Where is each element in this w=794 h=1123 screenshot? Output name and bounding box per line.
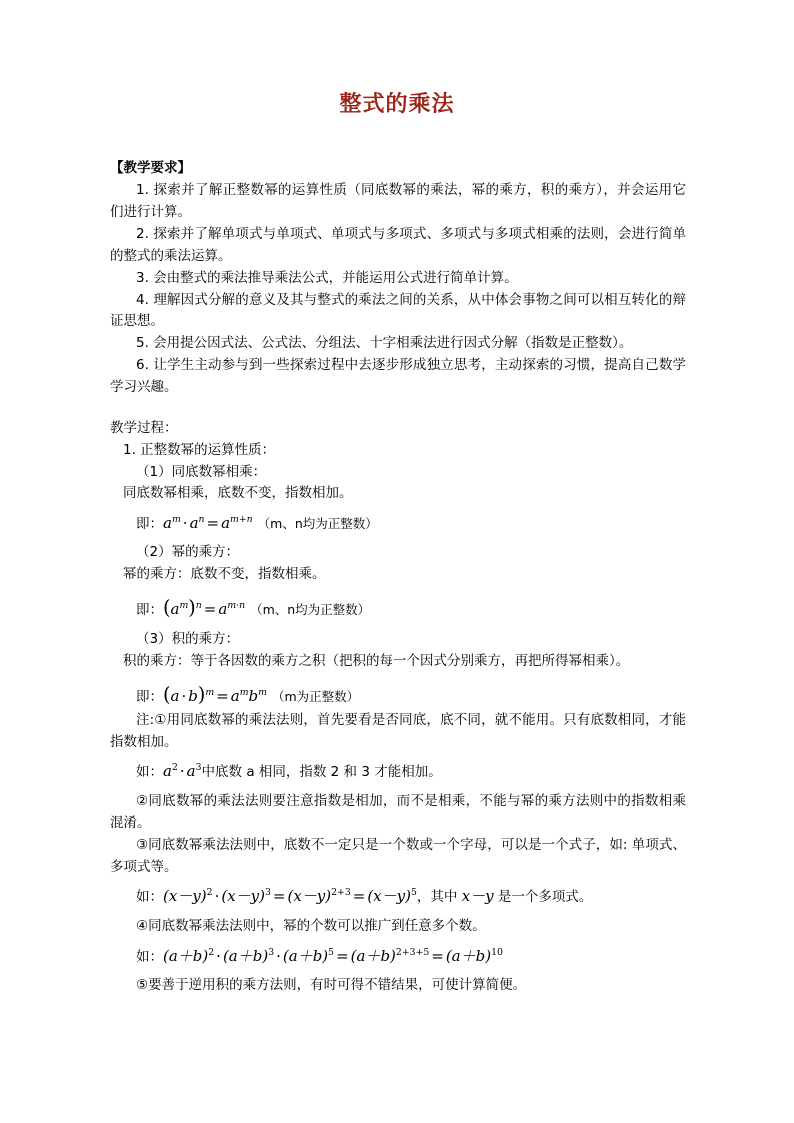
note-3: ③同底数幂乘法法则中，底数不一定只是一个数或一个字母，可以是一个式子，如: 单项式、多项式等。 bbox=[110, 836, 686, 875]
formula-condition: （m、n均为正整数） bbox=[257, 516, 378, 532]
example-2-tail-post: 是一个多项式。 bbox=[493, 889, 593, 906]
example-1-tail: 中底数 a 相同，指数 2 和 3 才能相加。 bbox=[201, 764, 442, 781]
formula-prefix: 即： bbox=[136, 601, 163, 618]
example-line-1 bbox=[110, 759, 686, 785]
example-line-3 bbox=[110, 944, 686, 970]
formula-line-2 bbox=[110, 592, 686, 623]
formula-condition: （m为正整数） bbox=[271, 688, 360, 704]
example-prefix: 如： bbox=[136, 889, 163, 906]
example-2-tail-pre: ，其中 bbox=[416, 889, 462, 906]
formula-condition: （m、n均为正整数） bbox=[250, 601, 371, 617]
formula-prefix: 即： bbox=[136, 516, 163, 533]
requirement-item-6: 6. 让学生主动参与到一些探索过程中去逐步形成独立思考，主动探索的习惯，提高自己数学学习兴趣。 bbox=[110, 357, 686, 395]
subsection-1-2-rule: 幂的乘方：底数不变，指数相乘。 bbox=[123, 566, 326, 582]
requirement-item-1: 1. 探索并了解正整数幂的运算性质（同底数幂的乘法，幂的乘方，积的乘方），并会运用它们进行计算。 bbox=[110, 182, 686, 221]
formula-a2-a3: $a^2 \cdot a^3$ bbox=[163, 762, 202, 781]
document-body bbox=[0, 158, 794, 997]
note-2: ②同底数幂的乘法法则要注意指数是相加，而不是相乘，不能与幂的乘方法则中的指数相乘混淆。 bbox=[110, 792, 686, 831]
example-line-2 bbox=[110, 884, 686, 910]
requirements-heading: 【教学要求】 bbox=[110, 160, 191, 177]
subsection-1-3-rule: 积的乘方：等于各因数的乘方之积（把积的每一个因式分别乘方，再把所得幂相乘）。 bbox=[123, 652, 630, 669]
section-1-heading: 1. 正整数幂的运算性质： bbox=[123, 441, 276, 458]
formula-ab-powers: $(a+b)^2 \cdot (a+b)^3 \cdot (a+b)^5 = (a+b)^{2+3+5} = (a+b)^{10}$ bbox=[163, 946, 503, 965]
subsection-1-3-heading: （3）积的乘方： bbox=[136, 630, 240, 647]
subsection-1-2-heading: （2）幂的乘方： bbox=[136, 544, 240, 561]
requirement-item-2: 2. 探索并了解单项式与单项式、单项式与多项式、多项式与多项式相乘的法则，会进行简单的整式的乘法运算。 bbox=[110, 225, 686, 264]
note-4: ④同底数幂乘法法则中，幂的个数可以推广到任意多个数。 bbox=[136, 917, 486, 934]
formula-power-of-power: $(a^m)^n = a^{m\cdot n}$ bbox=[163, 595, 246, 620]
spacer bbox=[110, 399, 686, 418]
requirement-item-3: 3. 会由整式的乘法推导乘法公式，并能运用公式进行简单计算。 bbox=[136, 269, 518, 286]
process-heading: 教学过程： bbox=[110, 419, 178, 436]
formula-power-product: $a^m \cdot a^n = a^{m+n}$ bbox=[163, 514, 253, 533]
formula-prefix: 即： bbox=[136, 688, 163, 705]
example-prefix: 如： bbox=[136, 948, 163, 965]
formula-xy-binomial: x－y bbox=[461, 887, 494, 906]
formula-power-of-product: $(a \cdot b)^m = a^mb^m$ bbox=[163, 682, 267, 706]
formula-line-1 bbox=[110, 511, 686, 536]
page-title: 整式的乘法 bbox=[339, 92, 455, 117]
note-5: ⑤要善于逆用积的乘方法则，有时可得不错结果，可使计算简便。 bbox=[136, 977, 527, 994]
note-1 bbox=[110, 710, 686, 754]
formula-xy-powers: $(x-y)^2 \cdot (x-y)^3 = (x-y)^{2+3} = (x-y)^5$ bbox=[163, 887, 417, 906]
note-label: 注: bbox=[136, 711, 155, 728]
formula-line-3 bbox=[110, 679, 686, 710]
subsection-1-1-heading: （1）同底数幂相乘： bbox=[136, 463, 267, 480]
requirement-item-4: 4. 理解因式分解的意义及其与整式的乘法之间的关系，从中体会事物之间可以相互转化的辩证思想。 bbox=[110, 291, 686, 330]
example-prefix: 如： bbox=[136, 764, 163, 781]
requirement-item-5: 5. 会用提公因式法、公式法、分组法、十字相乘法进行因式分解（指数是正整数）。 bbox=[136, 335, 633, 352]
note-1-text: ①用同底数幂的乘法法则，首先要看是否同底，底不同，就不能用。只有底数相同，才能指数相加。 bbox=[110, 711, 686, 750]
subsection-1-1-rule: 同底数幂相乘，底数不变，指数相加。 bbox=[123, 485, 353, 502]
